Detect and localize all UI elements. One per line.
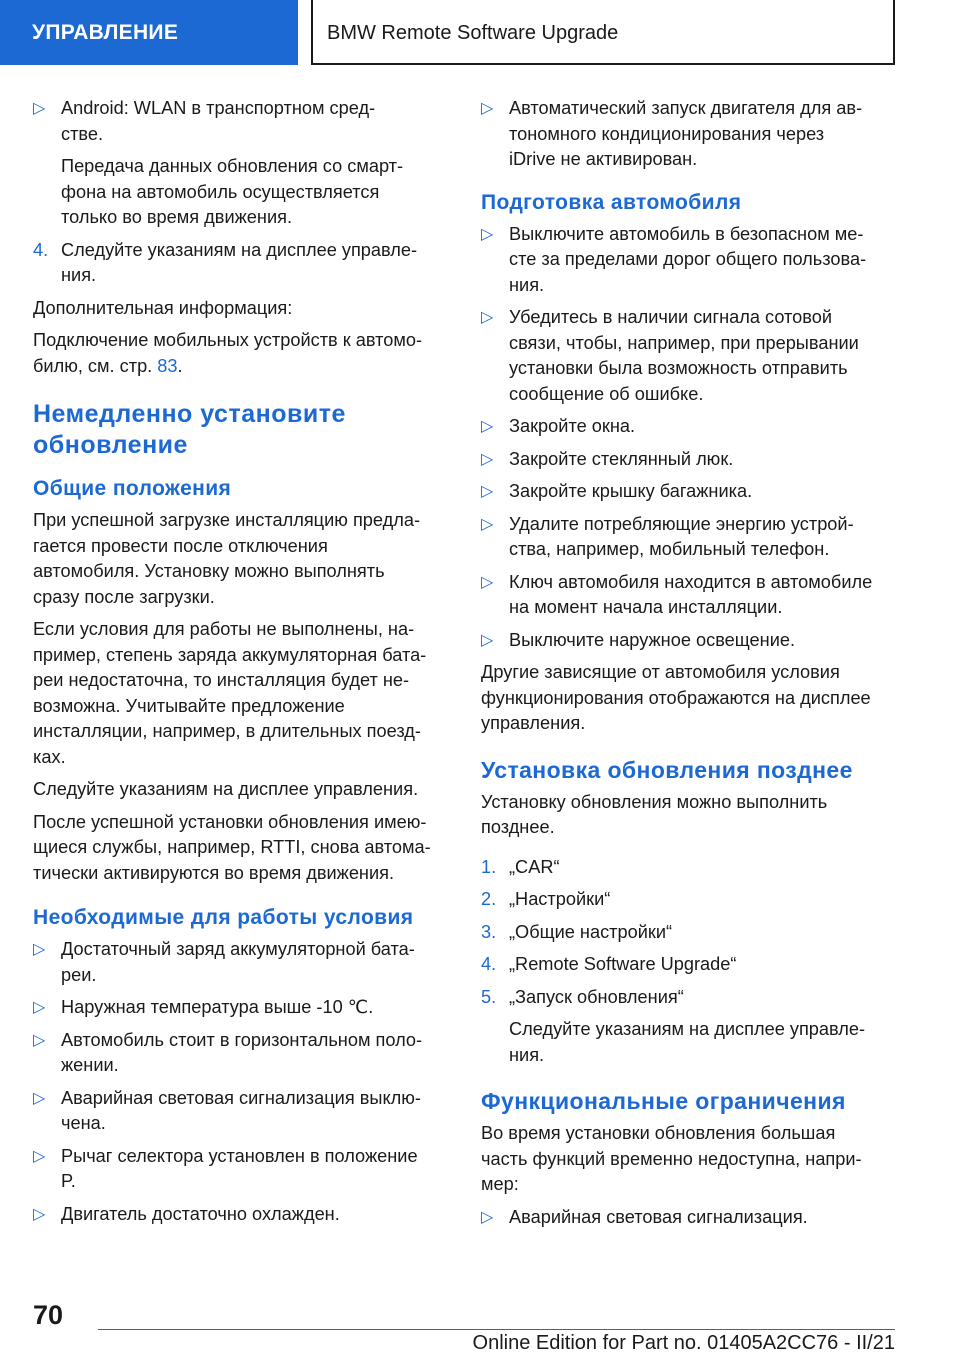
page-link[interactable]: 83 <box>157 355 178 376</box>
header-section-tab <box>0 0 298 65</box>
step-item: 5. „Запуск обновления“ <box>481 985 891 1011</box>
bullet-item: ▷ Достаточный заряд аккумуляторной бата- реи. <box>33 939 415 985</box>
heading-limitations: Функциональные ограничения <box>481 1088 846 1114</box>
bullet-item: ▷ Удалите потребляющие энергию устрой- ства, например, мобильный телефон. <box>481 513 854 559</box>
triangle-bullet-icon: ▷ <box>33 1089 46 1107</box>
header-chapter-box <box>311 0 895 65</box>
triangle-bullet-icon: ▷ <box>33 999 46 1016</box>
paragraph: Если условия для работы не выполнены, на- пример, степень заряда аккумуляторная бата- реи недостаточна, то инсталляция будет не- возможна. Учитывайте предложение инсталляции, например, в длительных поезд- ках. <box>33 619 427 767</box>
triangle-bullet-icon: ▷ <box>481 631 494 649</box>
header-chapter-title: BMW Remote Software Upgrade <box>327 22 619 44</box>
step-item: 4. „Remote Software Upgrade“ <box>481 952 891 978</box>
step-number: 5. <box>481 986 497 1007</box>
triangle-bullet-icon: ▷ <box>481 418 494 435</box>
triangle-bullet-icon: ▷ <box>33 100 46 117</box>
step-number: 4. <box>481 954 497 974</box>
paragraph: Установку обновления можно выполнить позднее. <box>481 791 828 837</box>
bullet-item: ▷ Выключите наружное освещение. <box>481 628 891 654</box>
step-item: 3. „Общие настройки“ <box>481 920 891 946</box>
triangle-bullet-icon: ▷ <box>481 450 494 468</box>
triangle-bullet-icon: ▷ <box>481 100 494 117</box>
page-number: 70 <box>33 1300 64 1330</box>
bullet-item: ▷ Закройте крышку багажника. <box>481 479 891 505</box>
bullet-note: Передача данных обновления со смарт- фона на автомобиль осуществляется только во время движения. <box>61 156 404 227</box>
triangle-bullet-icon: ▷ <box>33 941 46 958</box>
paragraph: После успешной установки обновления имею- щиеся службы, например, RTTI, снова автома- тически активируются во время движения. <box>33 811 431 883</box>
step-item: 1. „CAR“ <box>481 855 891 881</box>
triangle-bullet-icon: ▷ <box>481 515 494 533</box>
bullet-item: ▷ Аварийная световая сигнализация. <box>481 1205 891 1231</box>
paragraph: Подключение мобильных устройств к автомо- билю, см. стр. 83. <box>33 330 423 376</box>
bullet-item: ▷ Android: WLAN в транспортном сред- стве. <box>33 98 376 144</box>
triangle-bullet-icon: ▷ <box>481 225 494 243</box>
triangle-bullet-icon: ▷ <box>481 309 494 326</box>
bullet-item: ▷ Убедитесь в наличии сигнала сотовой связи, чтобы, например, при прерывании установки была возможность отправить сообщение об ошибке. <box>481 307 859 404</box>
paragraph: При успешной загрузке инсталляцию предла- гается провести после отключения автомобиля. Установку можно выполнять сразу после загрузки. <box>33 510 421 607</box>
bullet-item: ▷ Закройте стеклянный люк. <box>481 447 891 473</box>
bullet-item: ▷ Аварийная световая сигнализация выклю- чена. <box>33 1087 421 1133</box>
heading-install-later: Установка обновления позднее <box>481 756 853 783</box>
footer-edition: Online Edition for Part no. 01405A2CC76 - II/21 <box>472 1332 895 1354</box>
triangle-bullet-icon: ▷ <box>33 1205 46 1223</box>
triangle-bullet-icon: ▷ <box>33 1147 46 1165</box>
paragraph: Дополнительная информация: <box>33 297 293 318</box>
heading-install-now: Немедленно установите обновление <box>33 400 346 459</box>
step-item: 2. „Настройки“ <box>481 887 891 913</box>
triangle-bullet-icon: ▷ <box>481 1208 494 1226</box>
triangle-bullet-icon: ▷ <box>481 573 494 591</box>
bullet-item: ▷ Закройте окна. <box>481 414 891 440</box>
heading-general: Общие положения <box>33 477 232 500</box>
bullet-item: ▷ Ключ автомобиля находится в автомобиле на момент начала инсталляции. <box>481 571 873 617</box>
triangle-bullet-icon: ▷ <box>481 483 494 500</box>
right-column <box>481 96 891 1237</box>
step-number: 4. <box>33 239 49 260</box>
bullet-item: ▷ Двигатель достаточно охлажден. <box>33 1202 448 1228</box>
bullet-item: ▷ Автомобиль стоит в горизонтальном поло- жении. <box>33 1029 423 1075</box>
bullet-item: ▷ Рычаг селектора установлен в положение P. <box>33 1145 418 1191</box>
paragraph: Во время установки обновления большая часть функций временно недоступна, напри- мер: <box>481 1123 862 1194</box>
triangle-bullet-icon: ▷ <box>33 1031 46 1049</box>
paragraph: Следуйте указаниям на дисплее управления. <box>33 779 419 799</box>
header-section-title: УПРАВЛЕНИЕ <box>32 21 179 44</box>
step-note: Следуйте указаниям на дисплее управле- ния. <box>509 1019 866 1065</box>
bullet-item: ▷ Автоматический запуск двигателя для ав- тономного кондиционирования через iDrive не активирован. <box>481 98 863 169</box>
left-column <box>33 96 448 1234</box>
step-item: 4. Следуйте указаниям на дисплее управле- ния. <box>33 239 418 285</box>
heading-preparation: Подготовка автомобиля <box>481 190 742 214</box>
bullet-item: ▷ Наружная температура выше -10 ℃. <box>33 995 448 1021</box>
bullet-item: ▷ Выключите автомобиль в безопасном ме- сте за пределами дорог общего пользова- ния. <box>481 223 867 295</box>
step-number: 2. <box>481 889 497 909</box>
step-number: 1. <box>481 856 497 877</box>
heading-conditions: Необходимые для работы условия <box>33 906 414 929</box>
paragraph: Другие зависящие от автомобиля условия функционирования отображаются на дисплее управления. <box>481 662 871 733</box>
step-number: 3. <box>481 921 497 942</box>
